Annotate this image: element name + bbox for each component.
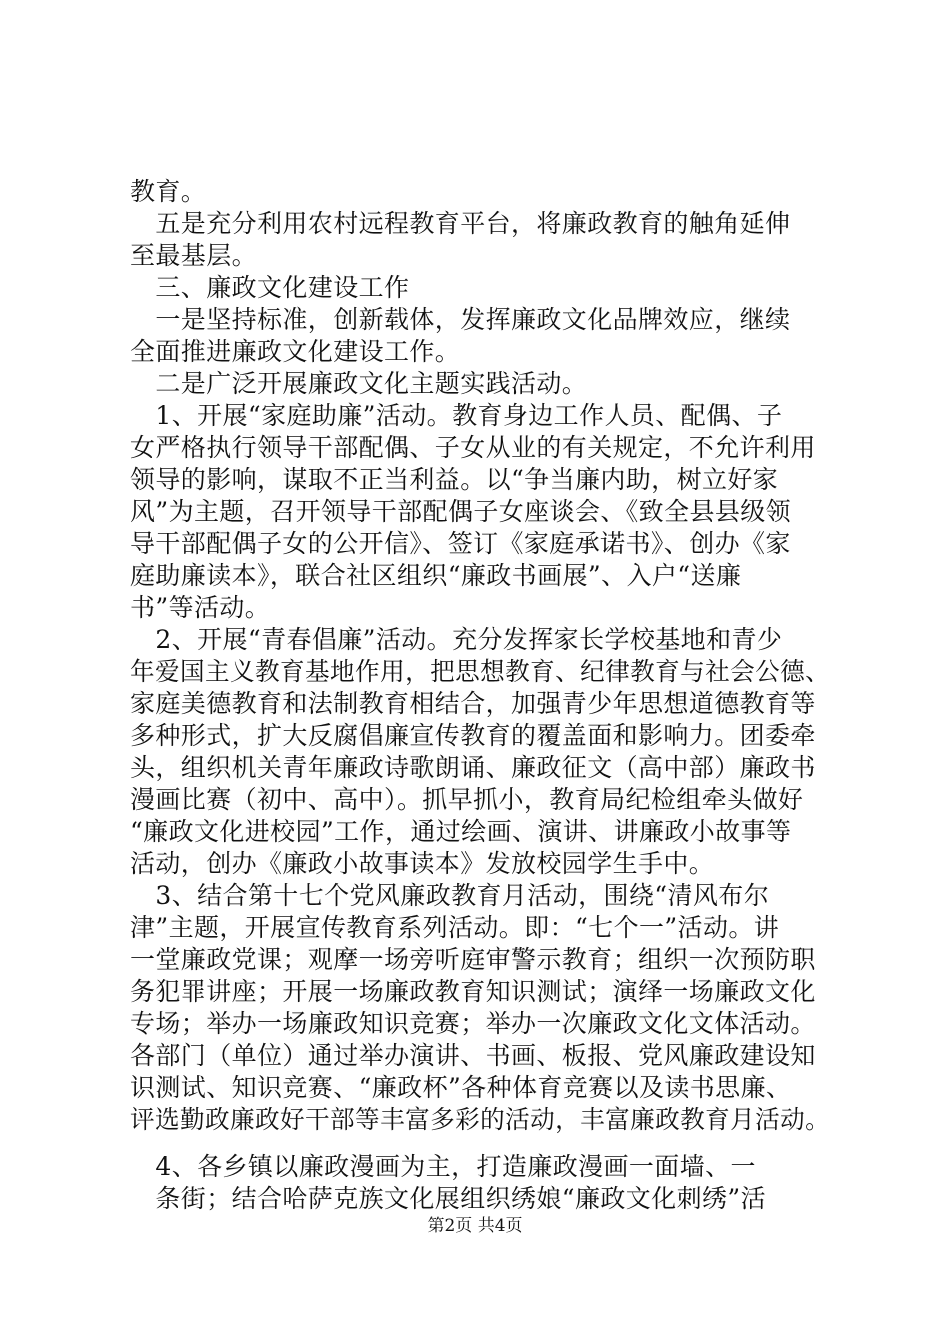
text-line: 2、开展“青春倡廉”活动。充分发挥家长学校基地和青少 <box>130 625 783 654</box>
text-line: 一堂廉政党课；观摩一场旁听庭审警示教育；组织一次预防职 <box>130 945 816 974</box>
text-line: 识测试、知识竞赛、“廉政杯”各种体育竞赛以及读书思廉、 <box>130 1073 792 1102</box>
text-line: 领导的影响，谋取不正当利益。以“争当廉内助，树立好家 <box>130 465 779 494</box>
text-line: 年爱国主义教育基地作用，把思想教育、纪律教育与社会公德、 <box>130 657 831 686</box>
text-line: 3、结合第十七个党风廉政教育月活动，围绕“清风布尔 <box>130 881 770 910</box>
section-heading: 三、廉政文化建设工作 <box>130 273 410 302</box>
text-line: 风”为主题，召开领导干部配偶子女座谈会、《致全县县级领 <box>130 497 792 526</box>
text-line: 女严格执行领导干部配偶、子女从业的有关规定，不允许利用 <box>130 433 816 462</box>
text-line: 全面推进廉政文化建设工作。 <box>130 337 461 366</box>
text-line: 至最基层。 <box>130 241 258 270</box>
text-line: “廉政文化进校园”工作，通过绘画、演讲、讲廉政小故事等 <box>130 817 792 846</box>
text-line: 五是充分利用农村远程教育平台，将廉政教育的触角延伸 <box>130 209 791 238</box>
text-line: 活动，创办《廉政小故事读本》发放校园学生手中。 <box>130 849 715 878</box>
text-line: 4、各乡镇以廉政漫画为主，打造廉政漫画一面墙、一 <box>130 1152 756 1181</box>
text-line: 多种形式，扩大反腐倡廉宣传教育的覆盖面和影响力。团委牵 <box>130 721 816 750</box>
text-line: 二是广泛开展廉政文化主题实践活动。 <box>130 369 588 398</box>
text-line: 条街；结合哈萨克族文化展组织绣娘“廉政文化刺绣”活 <box>130 1184 766 1213</box>
page-number-footer: 第2页 共4页 <box>427 1216 523 1236</box>
text-line: 各部门（单位）通过举办演讲、书画、板报、党风廉政建设知 <box>130 1041 816 1070</box>
text-line: 津”主题，开展宣传教育系列活动。即：“七个一”活动。讲 <box>130 913 780 942</box>
text-line: 庭助廉读本》，联合社区组织“廉政书画展”、入户“送廉 <box>130 561 742 590</box>
text-line: 一是坚持标准，创新载体，发挥廉政文化品牌效应，继续 <box>130 305 791 334</box>
text-line: 家庭美德教育和法制教育相结合，加强青少年思想道德教育等 <box>130 689 816 718</box>
text-line: 评选勤政廉政好干部等丰富多彩的活动，丰富廉政教育月活动。 <box>130 1105 831 1134</box>
text-line: 书”等活动。 <box>130 593 271 622</box>
text-line: 导干部配偶子女的公开信》、签订《家庭承诺书》、创办《家 <box>130 529 791 558</box>
text-line: 头，组织机关青年廉政诗歌朗诵、廉政征文（高中部）廉政书 <box>130 753 816 782</box>
text-line: 务犯罪讲座；开展一场廉政教育知识测试；演绎一场廉政文化 <box>130 977 816 1006</box>
text-line: 专场；举办一场廉政知识竞赛；举办一次廉政文化文体活动。 <box>130 1009 816 1038</box>
text-line: 1、开展“家庭助廉”活动。教育身边工作人员、配偶、子 <box>130 401 783 430</box>
text-line: 漫画比赛（初中、高中）。抓早抓小，教育局纪检组牵头做好 <box>130 785 804 814</box>
text-line: 教育。 <box>130 177 207 206</box>
